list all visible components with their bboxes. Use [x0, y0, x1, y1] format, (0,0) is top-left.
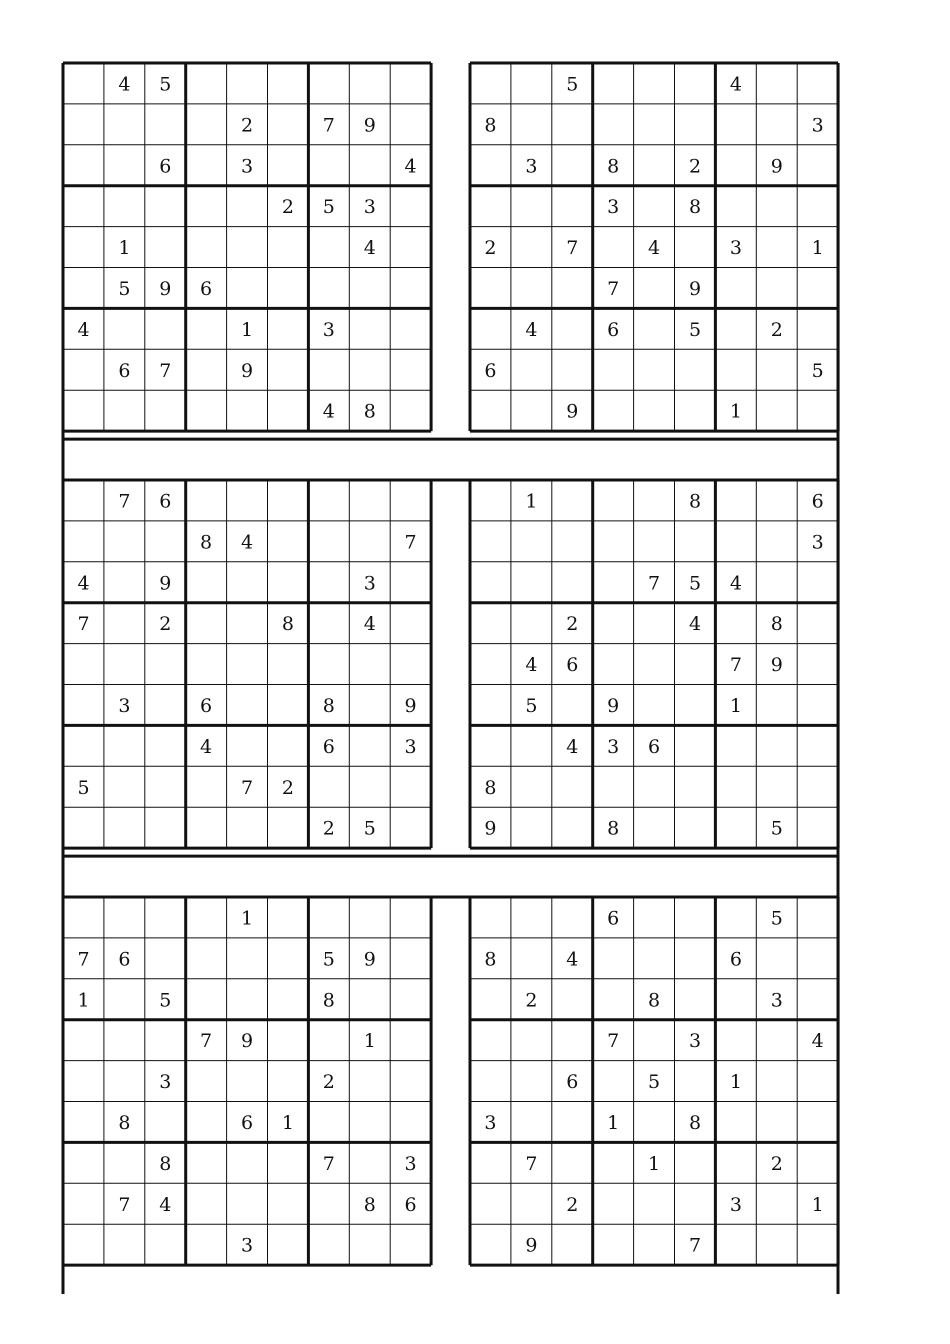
- cell-digit: 9: [363, 114, 376, 137]
- cell-digit: 5: [322, 196, 335, 219]
- cell-digit: 9: [159, 277, 172, 300]
- cell-digit: 3: [607, 196, 620, 219]
- cell-digit: 6: [404, 1193, 417, 1216]
- cell-digit: 3: [729, 237, 742, 259]
- cell-digit: 1: [811, 1193, 824, 1216]
- cell-digit: 6: [566, 654, 579, 677]
- cell-digit: 6: [729, 948, 742, 971]
- cell-digit: 1: [240, 318, 254, 341]
- cell-digit: 8: [607, 817, 620, 840]
- cell-digit: 2: [322, 1071, 335, 1093]
- cell-digit: 8: [648, 989, 661, 1012]
- cell-digit: 6: [159, 155, 172, 178]
- cell-digit: 2: [770, 1152, 783, 1175]
- cell-digit: 6: [200, 277, 213, 300]
- cell-digit: 3: [525, 155, 538, 178]
- cell-digit: 3: [240, 1234, 254, 1257]
- cell-digit: 9: [404, 695, 417, 717]
- cell-digit: 1: [77, 989, 90, 1012]
- cell-digit: 6: [484, 359, 497, 382]
- cell-digit: 3: [363, 196, 376, 219]
- sudoku-grid-5: [63, 897, 431, 1265]
- cell-digit: 6: [607, 907, 620, 930]
- cell-digit: 8: [484, 114, 497, 137]
- cell-digit: 7: [607, 277, 620, 300]
- cell-digit: 1: [607, 1112, 620, 1134]
- cell-digit: 8: [484, 776, 497, 799]
- cell-digit: 1: [729, 400, 742, 423]
- cell-digit: 9: [525, 1234, 538, 1257]
- cell-digit: 9: [484, 817, 497, 840]
- cell-digit: 4: [525, 318, 538, 341]
- sudoku-grid-4: [470, 480, 838, 848]
- cell-digit: 3: [118, 695, 131, 717]
- cell-digit: 6: [118, 948, 131, 971]
- cell-digit: 9: [159, 572, 172, 595]
- cell-digit: 6: [648, 735, 661, 758]
- cell-digit: 8: [607, 155, 620, 178]
- cell-digit: 5: [77, 776, 90, 799]
- cell-digit: 2: [240, 114, 254, 137]
- cell-digit: 1: [281, 1112, 294, 1134]
- cell-digit: 7: [77, 948, 90, 971]
- cell-digit: 5: [688, 318, 702, 341]
- cell-digit: 7: [118, 1193, 131, 1216]
- cell-digit: 3: [484, 1112, 497, 1134]
- cell-digit: 3: [811, 531, 824, 554]
- cell-digit: 4: [240, 531, 254, 554]
- cell-digit: 4: [200, 735, 213, 758]
- cell-digit: 1: [118, 237, 131, 259]
- cell-digit: 7: [240, 776, 254, 799]
- cell-digit: 4: [363, 613, 376, 636]
- cell-digit: 4: [729, 572, 742, 595]
- cell-digit: 9: [240, 1030, 254, 1053]
- cell-digit: 5: [118, 277, 131, 300]
- cell-digit: 4: [648, 237, 661, 259]
- cell-digit: 6: [159, 490, 172, 513]
- cell-digit: 5: [322, 948, 335, 971]
- cell-digit: 3: [363, 572, 376, 595]
- cell-digit: 6: [811, 490, 824, 513]
- cell-digit: 7: [525, 1152, 538, 1175]
- cell-digit: 2: [484, 237, 497, 259]
- cell-digit: 9: [770, 654, 783, 677]
- cell-digit: 8: [688, 490, 702, 513]
- cell-digit: 2: [281, 196, 294, 219]
- cell-digit: 6: [566, 1071, 579, 1093]
- cell-digit: 8: [688, 196, 702, 219]
- cell-digit: 4: [322, 400, 335, 423]
- cell-digit: 6: [607, 318, 620, 341]
- cell-digit: 4: [566, 735, 579, 758]
- cell-digit: 1: [525, 490, 538, 513]
- sudoku-grid-2: [470, 63, 838, 431]
- cell-digit: 4: [77, 318, 90, 341]
- cell-digit: 3: [688, 1030, 702, 1053]
- sudoku-grid-6: [470, 897, 838, 1265]
- cell-digit: 8: [688, 1112, 702, 1134]
- cell-digit: 5: [159, 73, 172, 96]
- cell-digit: 5: [525, 695, 538, 717]
- cell-digit: 9: [607, 695, 620, 717]
- cell-digit: 2: [322, 817, 335, 840]
- cell-digit: 4: [811, 1030, 824, 1053]
- cell-digit: 8: [363, 400, 376, 423]
- cell-digit: 8: [281, 613, 294, 636]
- cell-digit: 3: [322, 318, 335, 341]
- cell-digit: 9: [770, 155, 783, 178]
- cell-digit: 5: [566, 73, 579, 96]
- cell-digit: 8: [322, 989, 335, 1012]
- sudoku-grid-1: [63, 63, 431, 431]
- cell-digit: 8: [322, 695, 335, 717]
- cell-digit: 5: [363, 817, 376, 840]
- cell-digit: 3: [607, 735, 620, 758]
- cell-digit: 7: [77, 613, 90, 636]
- cell-digit: 4: [404, 155, 417, 178]
- cell-digit: 1: [729, 695, 742, 717]
- cell-digit: 8: [159, 1152, 172, 1175]
- cell-digit: 5: [688, 572, 702, 595]
- cell-digit: 3: [729, 1193, 742, 1216]
- cell-digit: 5: [770, 817, 783, 840]
- cell-digit: 4: [159, 1193, 172, 1216]
- cell-digit: 1: [648, 1152, 661, 1175]
- cell-digit: 3: [159, 1071, 172, 1093]
- cell-digit: 1: [811, 237, 824, 259]
- sudoku-grid-3: [63, 480, 431, 848]
- cell-digit: 9: [240, 359, 254, 382]
- cell-digit: 1: [729, 1071, 742, 1093]
- cell-digit: 5: [648, 1071, 661, 1093]
- cell-digit: 9: [363, 948, 376, 971]
- cell-digit: 6: [240, 1112, 254, 1134]
- cell-digit: 2: [566, 613, 579, 636]
- cell-digit: 3: [404, 1152, 417, 1175]
- cell-digit: 7: [688, 1234, 702, 1257]
- cell-digit: 4: [118, 73, 131, 96]
- cell-digit: 3: [240, 155, 254, 178]
- cell-digit: 7: [118, 490, 131, 513]
- cell-digit: 7: [322, 114, 335, 137]
- cell-digit: 8: [363, 1193, 376, 1216]
- cell-digit: 5: [770, 907, 783, 930]
- cell-digit: 8: [118, 1112, 131, 1134]
- cell-digit: 4: [363, 237, 376, 259]
- cell-digit: 7: [322, 1152, 335, 1175]
- cell-digit: 4: [525, 654, 538, 677]
- cell-digit: 4: [77, 572, 90, 595]
- cell-digit: 2: [566, 1193, 579, 1216]
- cell-digit: 2: [159, 613, 172, 636]
- cell-digit: 9: [688, 277, 702, 300]
- cell-digit: 8: [770, 613, 783, 636]
- cell-digit: 3: [404, 735, 417, 758]
- cell-digit: 8: [200, 531, 213, 554]
- cell-digit: 7: [200, 1030, 213, 1053]
- cell-digit: 5: [811, 359, 824, 382]
- cell-digit: 1: [363, 1030, 376, 1053]
- cell-digit: 7: [607, 1030, 620, 1053]
- cell-digit: 4: [688, 613, 702, 636]
- cell-digit: 4: [729, 73, 742, 96]
- cell-digit: 7: [566, 237, 579, 259]
- cell-digit: 1: [240, 907, 254, 930]
- cell-digit: 9: [566, 400, 579, 423]
- cell-digit: 2: [525, 989, 538, 1012]
- cell-digit: 2: [688, 155, 702, 178]
- cell-digit: 6: [118, 359, 131, 382]
- cell-digit: 6: [200, 695, 213, 717]
- cell-digit: 3: [811, 114, 824, 137]
- cell-digit: 3: [770, 989, 783, 1012]
- cell-digit: 7: [729, 654, 742, 677]
- cell-digit: 4: [566, 948, 579, 971]
- cell-digit: 5: [159, 989, 172, 1012]
- cell-digit: 2: [281, 776, 294, 799]
- cell-digit: 7: [648, 572, 661, 595]
- cell-digit: 7: [159, 359, 172, 382]
- cell-digit: 2: [770, 318, 783, 341]
- cell-digit: 6: [322, 735, 335, 758]
- cell-digit: 8: [484, 948, 497, 971]
- cell-digit: 7: [404, 531, 417, 554]
